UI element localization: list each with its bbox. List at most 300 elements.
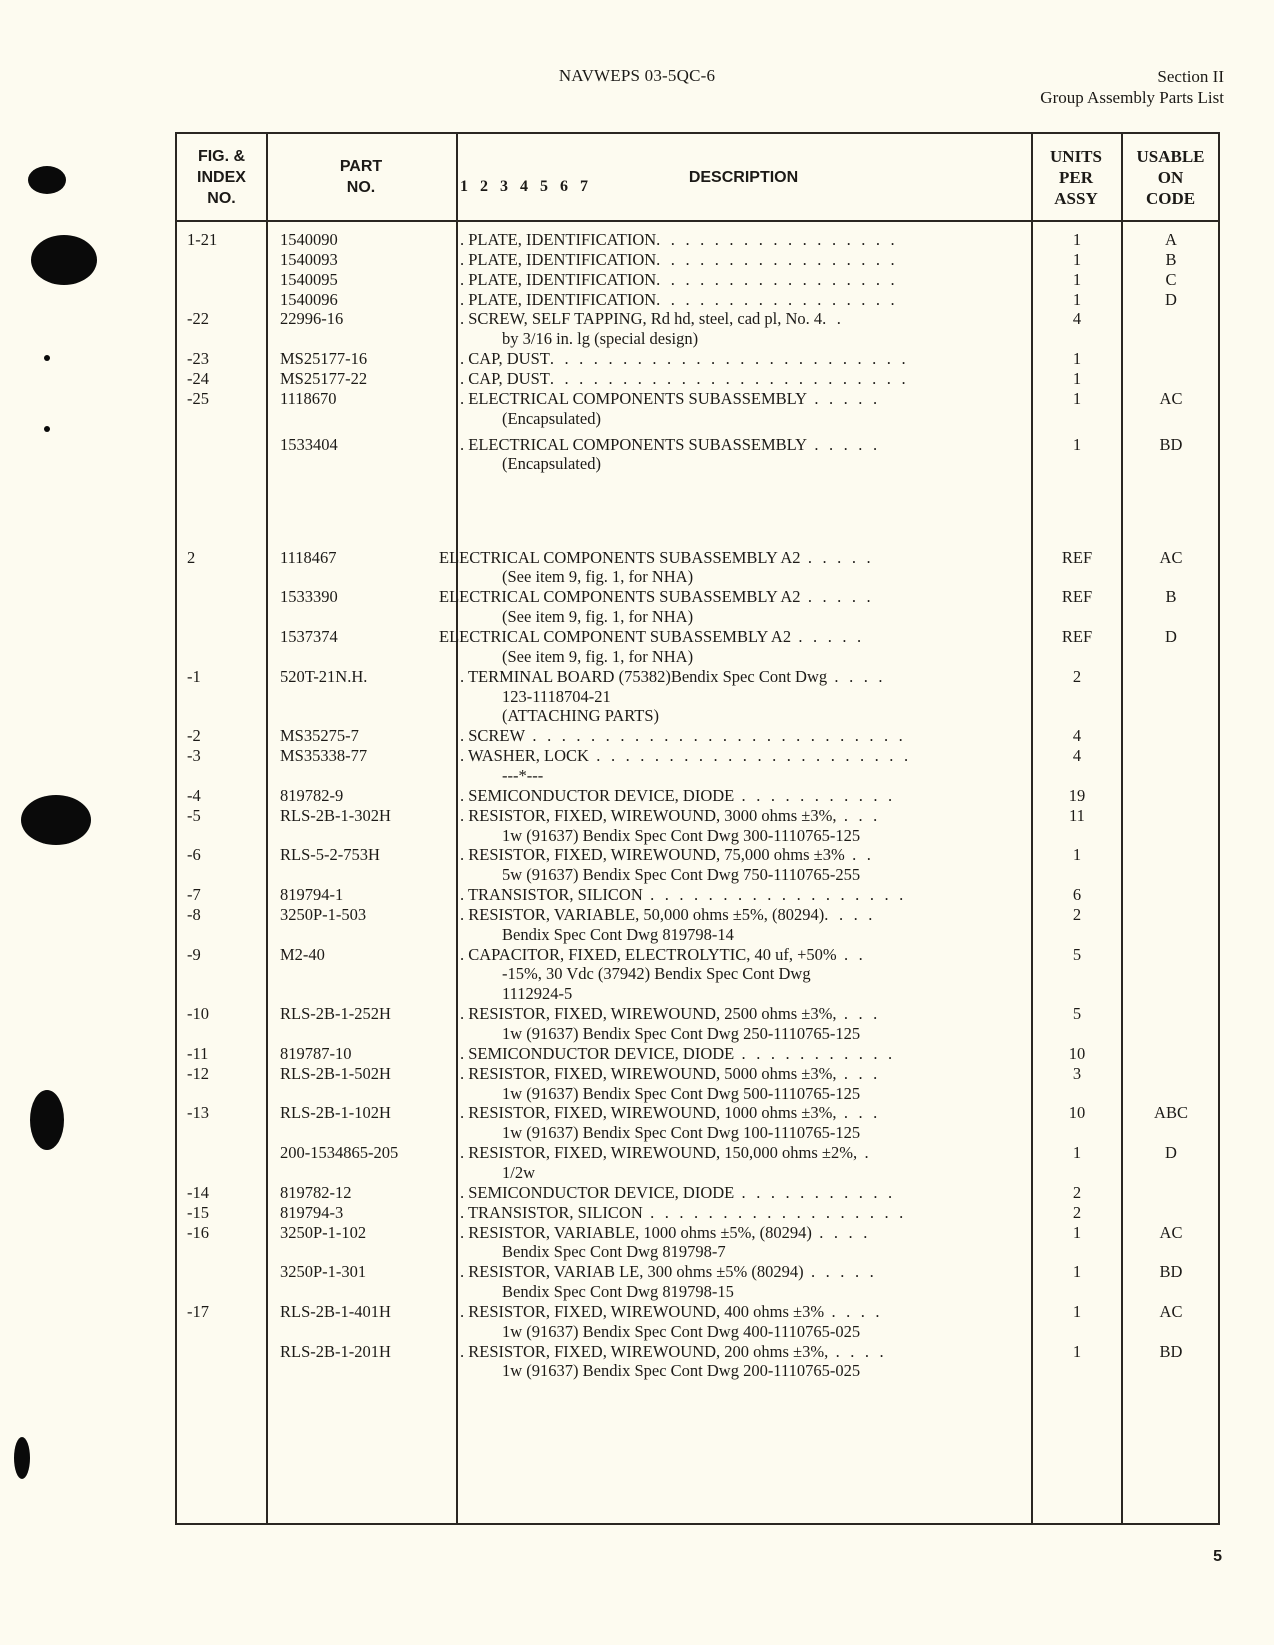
units-per-assy: 5 [1072,944,1082,964]
part-no: 1533404 [280,434,338,454]
description [460,1302,1030,1323]
leader-dots: . . [836,944,866,964]
description-text: . CAP, DUST [460,368,550,388]
column-header-description: DESCRIPTION [688,168,799,186]
description-text: (See item 9, fig. 1, for NHA) [502,567,694,587]
table-row [177,270,1218,291]
margin-mark [44,355,50,361]
description-text: Bendix Spec Cont Dwg 819798-14 [502,924,734,944]
leader-dots: . . . . . . . . . . . [734,785,896,805]
section-title: Group Assembly Parts List [1040,88,1224,107]
description [460,1203,1030,1224]
description [460,865,1072,886]
margin-mark [44,426,50,432]
description [460,1163,1072,1184]
description [460,1183,1030,1204]
usable-on-code: BD [1159,1262,1183,1282]
punch-hole [31,235,97,285]
usable-on-code: AC [1159,547,1183,567]
description-text: . SCREW [460,726,526,746]
part-no: 520T-21N.H. [280,666,368,686]
leader-dots: . . . . . . . . . . . . . . . . . [656,269,898,289]
description [460,230,1030,251]
index-no: -25 [187,388,209,408]
description-text: ---*--- [502,765,544,785]
index-no: -5 [187,805,201,825]
punch-hole [21,795,91,845]
description [460,905,1030,926]
description-text: . TRANSISTOR, SILICON [460,885,643,905]
part-no: RLS-2B-1-302H [280,805,391,825]
index-no: -7 [187,885,201,905]
description [460,726,1030,747]
leader-dots: . . . [836,1063,881,1083]
index-no: -3 [187,746,201,766]
table-row-continuation [177,454,1218,475]
description [439,627,1009,648]
units-per-assy: 4 [1072,726,1082,746]
units-per-assy: 10 [1068,1103,1086,1123]
description-text: . RESISTOR, FIXED, WIREWOUND, 75,000 ohms ±3% [460,845,845,865]
table-row [177,905,1218,926]
units-per-assy: 1 [1072,349,1082,369]
table-row [177,1004,1218,1025]
usable-on-code: BD [1159,434,1183,454]
index-no: 1-21 [187,230,218,249]
description-text: ELECTRICAL COMPONENTS SUBASSEMBLY A2 [439,547,801,567]
part-no: 1540096 [280,289,338,309]
part-no: 819782-9 [280,785,344,805]
description [460,1143,1030,1164]
part-no: RLS-5-2-753H [280,845,380,865]
description-text: . RESISTOR, FIXED, WIREWOUND, 150,000 ohms ±2%, [460,1143,858,1163]
leader-dots: . . . [836,1103,881,1123]
description [460,1282,1072,1303]
units-per-assy: 2 [1072,666,1082,686]
units-per-assy: 3 [1072,1063,1082,1083]
index-no: -24 [187,368,209,388]
leader-dots: . . . . . [800,547,874,567]
part-no: 3250P-1-102 [280,1222,367,1242]
description [460,270,1030,291]
indent-levels: 1 2 3 4 5 6 7 [460,178,592,195]
part-no: 1537374 [280,627,338,646]
description-text: Bendix Spec Cont Dwg 819798-7 [502,1242,726,1262]
description [460,309,1030,330]
part-no: 3250P-1-301 [280,1262,367,1282]
table-row [177,845,1218,866]
units-per-assy: 19 [1068,785,1086,805]
part-no: RLS-2B-1-252H [280,1004,391,1024]
leader-dots: . . . . . . . . . . . . . . . . . [656,230,898,249]
table-row-continuation [177,647,1218,668]
description-text: (Encapsulated) [502,408,601,428]
description [460,826,1072,847]
units-per-assy: 1 [1072,1143,1082,1163]
units-per-assy: 1 [1072,289,1082,309]
description-text: . CAPACITOR, FIXED, ELECTROLYTIC, 40 uf, +50% [460,944,837,964]
leader-dots: . . . [836,805,881,825]
index-no: -13 [187,1103,209,1123]
index-no: -11 [187,1043,209,1063]
description-text: (See item 9, fig. 1, for NHA) [502,646,694,666]
table-row-continuation [177,1163,1218,1184]
usable-on-code: D [1165,289,1177,309]
table-row [177,1342,1218,1363]
table-row-continuation [177,1024,1218,1045]
description-text: . RESISTOR, VARIAB LE, 300 ohms ±5% (80294) [460,1262,804,1282]
description-text: . WASHER, LOCK [460,746,589,766]
description-text: . ELECTRICAL COMPONENTS SUBASSEMBLY [460,434,808,454]
description-text: 1/2w [502,1162,535,1182]
description [460,1322,1072,1343]
leader-dots: . . . . [827,666,886,686]
description [460,1342,1030,1363]
index-no: -12 [187,1063,209,1083]
description-text: . SEMICONDUCTOR DEVICE, DIODE [460,1182,735,1202]
part-no: 1533390 [280,587,338,607]
description-text: . RESISTOR, FIXED, WIREWOUND, 1000 ohms ±3%, [460,1103,837,1123]
page-number: 5 [1213,1548,1222,1565]
index-no: -4 [187,785,201,805]
table-row [177,369,1218,390]
description [460,409,1072,430]
description [460,435,1030,456]
table-row-continuation [177,964,1218,985]
table-row [177,435,1218,456]
table-row-continuation [177,1322,1218,1343]
document-number: NAVWEPS 03-5QC-6 [558,66,716,85]
description [460,1004,1030,1025]
leader-dots: . . . . . . . . . . . [734,1182,896,1202]
description [460,454,1072,475]
description-text: -15%, 30 Vdc (37942) Bendix Spec Cont Dwg [502,964,811,984]
description-text: 1112924-5 [502,984,573,1004]
part-no: 200-1534865-205 [280,1143,399,1163]
description [460,687,1072,708]
usable-on-code: D [1165,627,1177,646]
description-text: . RESISTOR, VARIABLE, 1000 ohms ±5%, (80294) [460,1222,812,1242]
description-text: . PLATE, IDENTIFICATION [460,249,657,269]
units-per-assy: 4 [1072,309,1082,329]
description [460,766,1072,787]
units-per-assy: REF [1061,627,1093,646]
table-row-continuation [177,329,1218,350]
table-row-continuation [177,687,1218,708]
units-per-assy: 2 [1072,904,1082,924]
units-per-assy: 5 [1072,1004,1082,1024]
description-text: . PLATE, IDENTIFICATION [460,269,657,289]
description [460,1044,1030,1065]
description [460,1242,1072,1263]
description [460,1024,1072,1045]
column-header-units: UNITS PER ASSY [1050,146,1102,208]
description [460,1262,1030,1283]
units-per-assy: 1 [1072,434,1082,454]
description-text: . PLATE, IDENTIFICATION [460,230,657,249]
table-row-continuation [177,1084,1218,1105]
description-text: ELECTRICAL COMPONENTS SUBASSEMBLY A2 [439,587,801,607]
table-row [177,726,1218,747]
index-no: -15 [187,1202,209,1222]
part-no: RLS-2B-1-502H [280,1063,391,1083]
part-no: 1118670 [280,388,337,408]
table-row [177,1203,1218,1224]
index-no: 2 [187,547,196,567]
description-text: . SCREW, SELF TAPPING, Rd hd, steel, cad pl, No. 4 [460,309,823,329]
description-text: ELECTRICAL COMPONENT SUBASSEMBLY A2 [439,627,792,646]
usable-on-code: AC [1159,388,1183,408]
description-text: 5w (91637) Bendix Spec Cont Dwg 750-1110765-255 [502,865,861,885]
punch-hole [14,1437,30,1479]
leader-dots: . . . . . [800,587,874,607]
usable-on-code: A [1165,230,1177,249]
description [460,290,1030,311]
leader-dots: . . . . [828,1341,887,1361]
part-no: 819794-3 [280,1202,344,1222]
table-row [177,1302,1218,1323]
table-row [177,746,1218,767]
table-row-continuation [177,567,1218,588]
table-row [177,945,1218,966]
description [439,548,1009,569]
description-text: 123-1118704-21 [502,686,611,706]
units-per-assy: 1 [1072,1222,1082,1242]
units-per-assy: 1 [1072,1262,1082,1282]
part-no: 819787-10 [280,1043,352,1063]
description [460,329,1072,350]
table-row [177,309,1218,330]
table-row-continuation [177,409,1218,430]
part-no: 1540095 [280,269,338,289]
units-per-assy: 10 [1068,1043,1086,1063]
units-per-assy: 1 [1072,230,1082,249]
leader-dots: . . . . . [807,388,881,408]
index-no: -8 [187,904,201,924]
usable-on-code: B [1165,249,1177,269]
description [460,706,1072,727]
leader-dots: . [857,1143,872,1163]
part-no: RLS-2B-1-102H [280,1103,391,1123]
usable-on-code: AC [1159,1222,1183,1242]
part-no: RLS-2B-1-201H [280,1341,391,1361]
part-no: 1118467 [280,547,337,567]
description [460,567,1072,588]
leader-dots: . . . . . . . . . . . . . . . . . . . . . . [588,746,912,766]
units-per-assy: 1 [1072,845,1082,865]
table-row [177,1223,1218,1244]
parts-list-table [175,132,1220,1525]
column-header-part-no: PART NO. [339,158,383,196]
description-text: (See item 9, fig. 1, for NHA) [502,607,694,627]
usable-on-code: B [1165,587,1177,607]
description [460,1223,1030,1244]
usable-on-code: AC [1159,1301,1183,1321]
table-row [177,1183,1218,1204]
table-row [177,786,1218,807]
units-per-assy: 1 [1072,368,1082,388]
table-row-continuation [177,706,1218,727]
description-text: by 3/16 in. lg (special design) [502,329,699,349]
description-text: . TRANSISTOR, SILICON [460,1202,643,1222]
description [460,984,1072,1005]
description [460,369,1030,390]
part-no: RLS-2B-1-401H [280,1301,391,1321]
units-per-assy: 11 [1069,805,1085,825]
table-row [177,587,1218,608]
index-no: -17 [187,1301,209,1321]
part-no: 22996-16 [280,309,344,329]
part-no: 1540090 [280,230,338,249]
description-text: 1w (91637) Bendix Spec Cont Dwg 400-1110765-025 [502,1321,861,1341]
description-text: . SEMICONDUCTOR DEVICE, DIODE [460,1043,735,1063]
leader-dots: . . . . . . . . . . . . . . . . . [656,289,898,309]
table-row [177,1262,1218,1283]
description [460,806,1030,827]
usable-on-code: C [1165,269,1177,289]
description [460,746,1030,767]
section-label: Section II [1157,67,1224,86]
table-row [177,627,1218,648]
table-row [177,885,1218,906]
description [460,1064,1030,1085]
table-row-continuation [177,826,1218,847]
part-no: MS25177-16 [280,349,368,369]
table-row-continuation [177,1242,1218,1263]
description [460,1123,1072,1144]
leader-dots: . . . . . . . . . . . . . . . . . . . . . . . . . . [525,726,906,746]
index-no: -22 [187,309,209,329]
usable-on-code: ABC [1154,1103,1188,1123]
index-no: -14 [187,1182,209,1202]
leader-dots: . . . . . . . . . . . . . . . . . . . . . . . . . [549,349,909,369]
description [460,885,1030,906]
description [460,945,1030,966]
table-row [177,548,1218,569]
description-text: . RESISTOR, FIXED, WIREWOUND, 200 ohms ±3%, [460,1341,829,1361]
leader-dots: . . . . . . . . . . . . . . . . . . [642,1202,907,1222]
leader-dots: . . . . . [791,627,865,646]
table-row [177,1064,1218,1085]
description-text: . RESISTOR, FIXED, WIREWOUND, 3000 ohms ±3%, [460,805,837,825]
index-no: -6 [187,845,201,865]
description [460,1084,1072,1105]
column-header-usable-on: USABLE ON CODE [1136,146,1205,208]
description-text: 1w (91637) Bendix Spec Cont Dwg 500-1110765-125 [502,1083,861,1103]
table-row [177,250,1218,271]
description-text: . RESISTOR, VARIABLE, 50,000 ohms ±5%, (80294) [460,904,825,924]
description-text: . RESISTOR, FIXED, WIREWOUND, 5000 ohms ±3%, [460,1063,837,1083]
table-row [177,1103,1218,1124]
punch-hole [28,166,66,194]
leader-dots: . . . . . . . . . . . . . . . . . [656,249,898,269]
units-per-assy: 1 [1072,1301,1082,1321]
leader-dots: . . . . . . . . . . . . . . . . . . . . . . . . . [549,368,909,388]
description-text: . CAP, DUST [460,349,550,369]
part-no: 819782-12 [280,1182,352,1202]
description-text: . SEMICONDUCTOR DEVICE, DIODE [460,785,735,805]
leader-dots: . . . [836,1004,881,1024]
leader-dots: . . . . . . . . . . . [734,1043,896,1063]
description [460,1103,1030,1124]
description-text: 1w (91637) Bendix Spec Cont Dwg 250-1110765-125 [502,1024,861,1043]
description-text: . ELECTRICAL COMPONENTS SUBASSEMBLY [460,388,808,408]
part-no: MS35338-77 [280,746,368,766]
table-row-continuation [177,865,1218,886]
table-row-continuation [177,925,1218,946]
units-per-assy: 1 [1072,388,1082,408]
part-no: M2-40 [280,944,325,964]
units-per-assy: REF [1061,587,1093,607]
index-no: -10 [187,1004,209,1024]
description [460,250,1030,271]
description-text: . PLATE, IDENTIFICATION [460,289,657,309]
leader-dots: . . . . [824,904,876,924]
part-no: MS25177-22 [280,368,368,388]
table-row [177,230,1218,251]
description-text: . RESISTOR, FIXED, WIREWOUND, 2500 ohms ±3%, [460,1004,837,1024]
description [460,786,1030,807]
table-row-continuation [177,607,1218,628]
description-text: . TERMINAL BOARD (75382)Bendix Spec Cont Dwg [460,666,828,686]
units-per-assy: 6 [1072,885,1082,905]
description-text: 1w (91637) Bendix Spec Cont Dwg 300-1110765-125 [502,825,861,845]
leader-dots: . . . . [811,1222,871,1242]
part-no: 819794-1 [280,885,344,905]
description-text: Bendix Spec Cont Dwg 819798-15 [502,1282,734,1302]
section-heading [1040,66,1224,108]
description-text: 1w (91637) Bendix Spec Cont Dwg 200-1110765-025 [502,1361,861,1381]
table-row-continuation [177,1361,1218,1382]
units-per-assy: 1 [1072,269,1082,289]
description [460,964,1072,985]
leader-dots: . . . . . [803,1262,877,1282]
table-row [177,290,1218,311]
leader-dots: . . [844,845,875,865]
description [460,389,1030,410]
description [460,667,1030,688]
description-text: . RESISTOR, FIXED, WIREWOUND, 400 ohms ±3% [460,1301,825,1321]
table-row-continuation [177,984,1218,1005]
units-per-assy: 2 [1072,1202,1082,1222]
units-per-assy: 4 [1072,746,1082,766]
index-no: -1 [187,666,201,686]
leader-dots: . . . . . . . . . . . . . . . . . . [642,885,907,905]
usable-on-code: D [1165,1143,1177,1163]
description [460,647,1072,668]
description [460,925,1072,946]
index-no: -9 [187,944,201,964]
table-row [177,349,1218,370]
units-per-assy: REF [1061,547,1093,567]
leader-dots: . . . . [824,1301,883,1321]
description [460,845,1030,866]
index-no: -16 [187,1222,209,1242]
index-no: -2 [187,726,201,746]
units-per-assy: 1 [1072,249,1082,269]
table-row-continuation [177,1282,1218,1303]
units-per-assy: 1 [1072,1341,1082,1361]
usable-on-code: BD [1159,1341,1183,1361]
description [460,349,1030,370]
table-row [177,1044,1218,1065]
leader-dots: . . [822,309,845,329]
table-row [177,1143,1218,1164]
table-row-continuation [177,1123,1218,1144]
part-no: MS35275-7 [280,726,359,746]
description-text: (Encapsulated) [502,454,601,474]
column-header-index: FIG. & INDEX NO. [197,147,246,207]
